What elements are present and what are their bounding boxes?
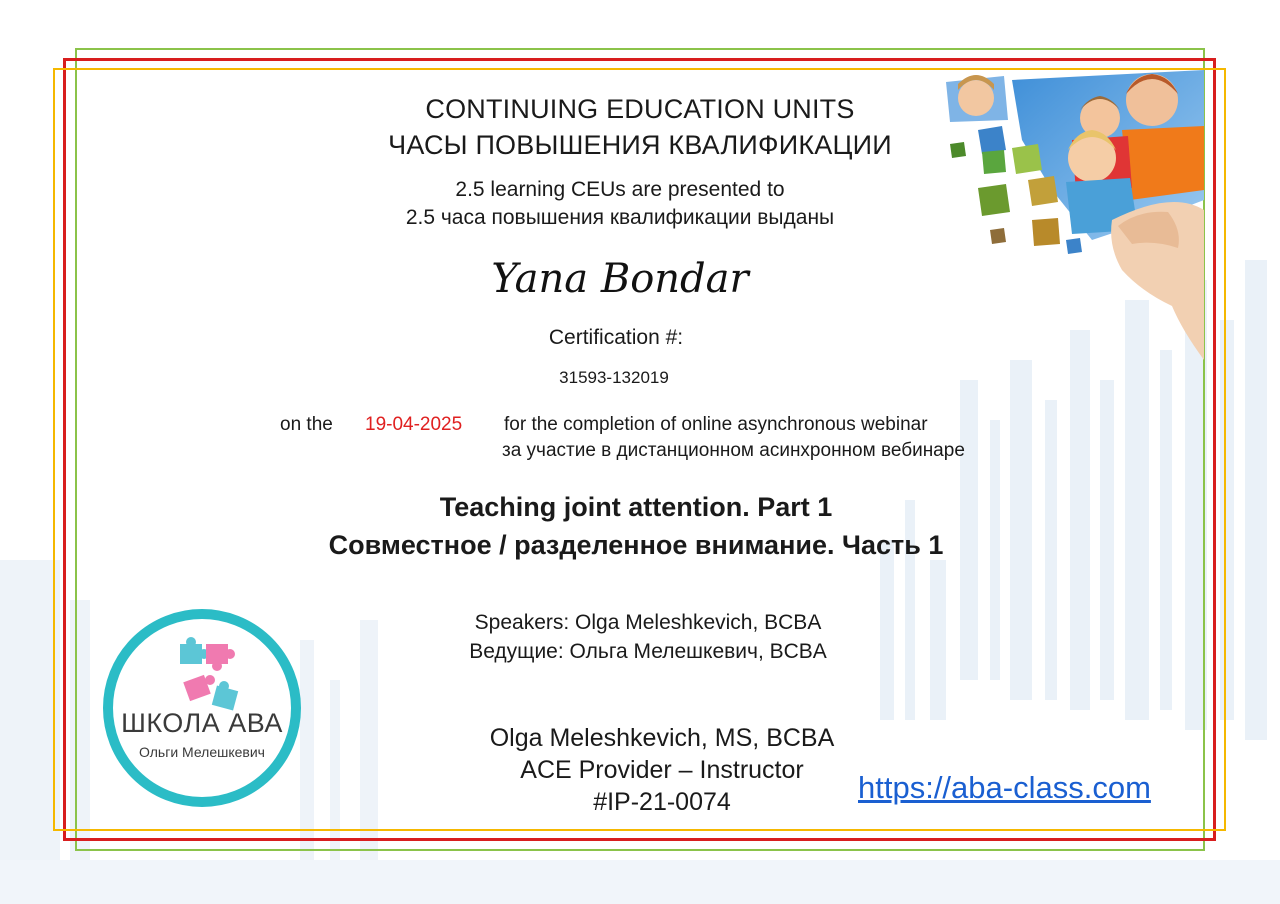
speakers-english: Speakers: Olga Meleshkevich, BCBA — [474, 611, 822, 634]
course-title-russian: Совместное / разделенное внимание. Часть 1 — [328, 530, 944, 560]
course-title-english: Teaching joint attention. Part 1 — [439, 492, 833, 522]
on-the-label: on the — [280, 414, 333, 435]
completion-date: 19-04-2025 — [365, 414, 463, 435]
heading-english: CONTINUING EDUCATION UNITS — [425, 94, 855, 124]
presented-text-english: 2.5 learning CEUs are presented to — [455, 178, 785, 201]
completion-text-russian: за участие в дистанционном асинхронном вебинаре — [502, 440, 965, 461]
certification-label: Certification #: — [548, 326, 684, 349]
speakers-russian: Ведущие: Ольга Мелешкевич, BCBA — [469, 640, 827, 663]
website-link[interactable]: https://aba-class.com — [858, 770, 1151, 805]
heading-russian: ЧАСЫ ПОВЫШЕНИЯ КВАЛИФИКАЦИИ — [388, 130, 892, 160]
certification-number: 31593-132019 — [559, 368, 669, 387]
school-logo — [102, 608, 302, 808]
recipient-name: Yana Bondar — [491, 256, 749, 302]
presented-text-russian: 2.5 часа повышения квалификации выданы — [405, 206, 835, 229]
completion-text-english: for the completion of online asynchronous webinar — [504, 414, 928, 435]
logo-title: ШКОЛА АВА — [121, 708, 283, 738]
provider-id: #IP-21-0074 — [593, 788, 731, 816]
provider-role: ACE Provider – Instructor — [520, 756, 804, 784]
logo-subtitle: Ольги Мелешкевич — [139, 744, 265, 760]
provider-name: Olga Meleshkevich, MS, BCBA — [489, 724, 835, 752]
